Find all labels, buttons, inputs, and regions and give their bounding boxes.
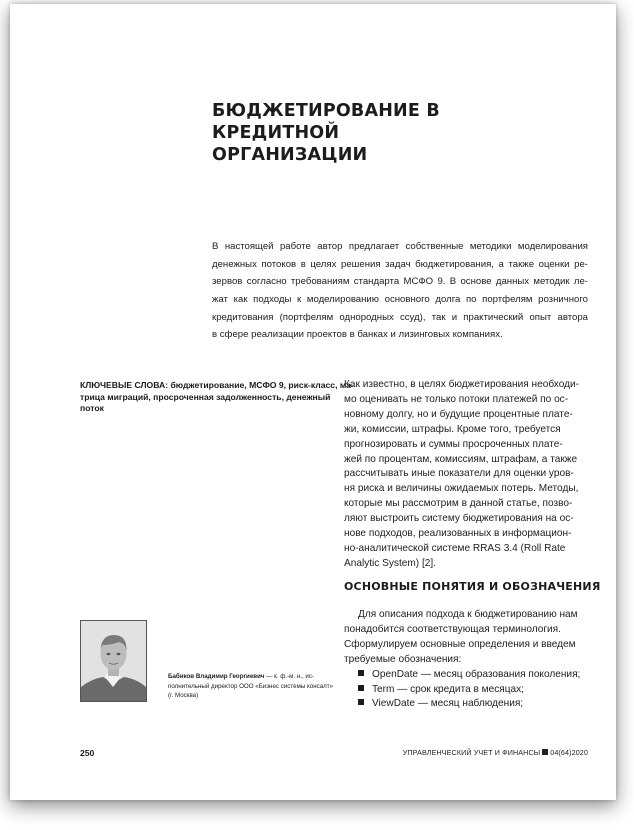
abstract-line: в сфере реализации проектов в банках и лизинговых компаниях.	[212, 329, 503, 341]
body-line: рассчитывать иные показатели для оценки уров-	[344, 468, 574, 480]
keywords	[80, 380, 354, 415]
list-item-text: OpenDate — месяц образования поколения;	[372, 668, 581, 680]
author-degree: — к. ф.-м. н., ис-	[264, 673, 315, 680]
journal-name: УПРАВЛЕНЧЕСКИЙ УЧЕТ И ФИНАНСЫ	[402, 748, 541, 757]
body-line: прогнозировать и суммы просроченных плате-	[344, 438, 563, 450]
portrait-image	[81, 621, 146, 701]
list-item	[344, 697, 588, 712]
keywords-line: поток	[80, 403, 104, 413]
list-item	[344, 683, 588, 698]
body-line: новному долгу, но и будущие процентные плате-	[344, 408, 573, 420]
page-number: 250	[80, 748, 95, 758]
body-line: ня риска и величины ожидаемых потерь. Методы,	[344, 483, 579, 495]
body-line: но-аналитической системе RRAS 3.4 (Roll Rate	[344, 542, 566, 554]
body-line: Как известно, в целях бюджетирования необходи-	[344, 379, 579, 390]
abstract-line: кредитования (портфелям однородных ссуд), так и практический опыт автора	[212, 311, 588, 323]
title-line: БЮДЖЕТИРОВАНИЕ В КРЕДИТНОЙ	[212, 101, 440, 143]
abstract-line: В настоящей работе автор предлагает собственные методики моделирования	[212, 241, 588, 252]
abstract	[212, 238, 588, 344]
section-paragraph	[344, 608, 588, 712]
abstract-line: зервов согласно требованиям стандарта МСФО 9. В основе данных методик ле-	[212, 276, 588, 288]
author-name: Бабиков Владимир Георгиевич	[168, 673, 265, 680]
body-line: нове подходов, реализованных в информацион-	[344, 528, 572, 540]
journal-footer	[403, 748, 588, 757]
title-line: ОРГАНИЗАЦИИ	[212, 145, 368, 165]
author-photo	[80, 620, 147, 702]
keywords-line: трица миграций, просроченная задолженность, денежный	[80, 391, 331, 402]
author-position: полнительный директор ООО «Бизнес системы консалт»	[168, 682, 334, 690]
list-item-text: ViewDate — месяц наблюдения;	[372, 698, 524, 710]
section-heading: ОСНОВНЫЕ ПОНЯТИЯ И ОБОЗНАЧЕНИЯ	[344, 580, 601, 593]
body-line: жей по процентам, комиссиям, штрафам, а также	[344, 453, 578, 465]
body-line: Для описания подхода к бюджетированию нам	[358, 609, 578, 620]
square-separator-icon	[542, 749, 548, 755]
body-line: понадобится соответствующая терминология.	[344, 623, 561, 635]
body-line: которые мы рассмотрим в данной статье, позво-	[344, 498, 573, 510]
author-line	[168, 672, 338, 682]
list-item	[344, 668, 588, 683]
article-title	[212, 100, 552, 166]
abstract-line: денежных потоков в целях решения задач бюджетирования, а также оценки ре-	[212, 258, 588, 270]
body-line: требуемые обозначения:	[344, 653, 462, 665]
body-line: жи, комиссии, штрафы. Кроме того, требуется	[344, 423, 561, 435]
author-city: (г. Москва)	[168, 692, 199, 700]
square-bullet-icon	[358, 670, 364, 676]
definition-list	[344, 668, 588, 713]
intro-paragraph	[344, 378, 588, 572]
square-bullet-icon	[358, 699, 364, 705]
list-item-text: Term — срок кредита в месяцах;	[372, 683, 524, 695]
square-bullet-icon	[358, 685, 364, 691]
body-line: ляют выстроить систему бюджетирования на ос-	[344, 513, 574, 525]
body-line: мо оценивать не только потоки платежей по ос-	[344, 393, 569, 405]
author-info	[168, 672, 338, 701]
abstract-line: жат как подходы к моделированию основного долга по портфелям розничного	[212, 294, 588, 306]
keywords-line: КЛЮЧЕВЫЕ СЛОВА: бюджетирование, МСФО 9, риск-класс, ма-	[80, 380, 354, 390]
journal-issue: 04(64)2020	[550, 748, 588, 757]
body-line: Сформулируем основные определения и введем	[344, 638, 576, 650]
body-line: Analytic System) [2].	[344, 557, 436, 569]
